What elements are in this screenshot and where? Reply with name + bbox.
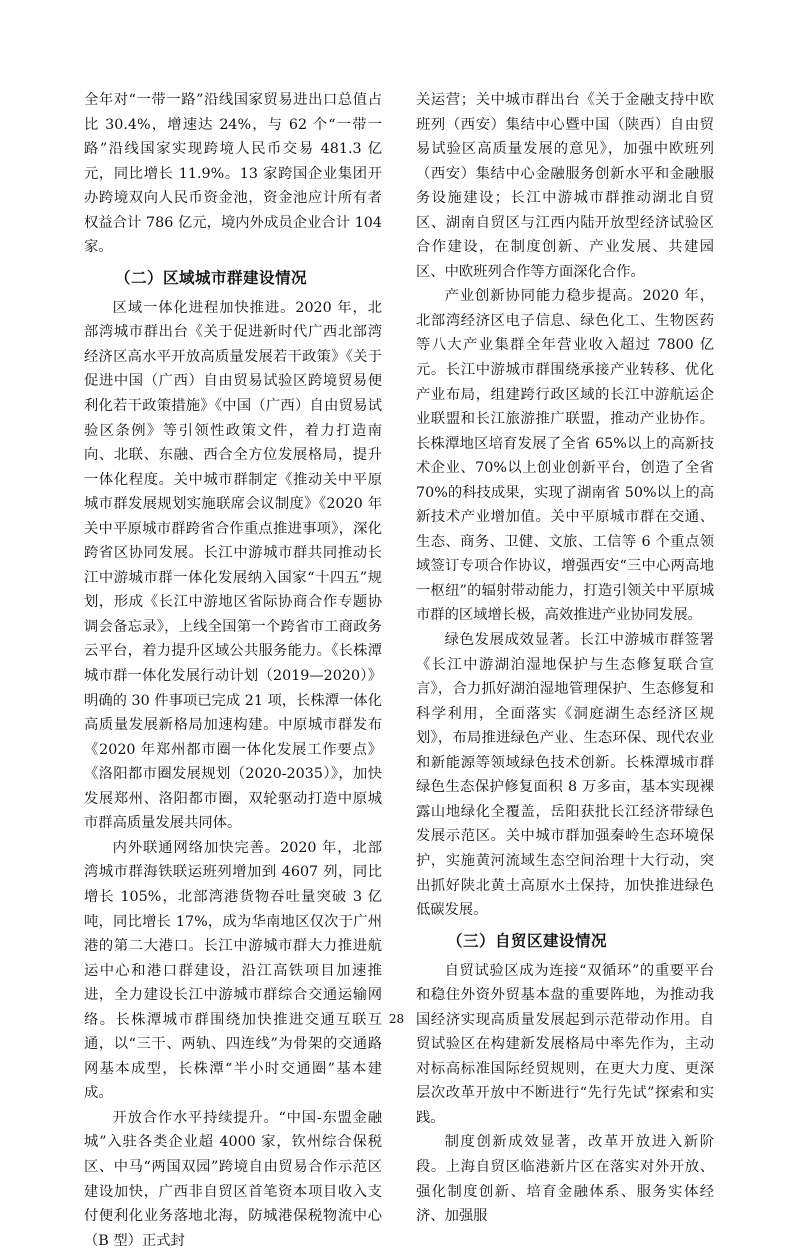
right-column xyxy=(416,88,714,1229)
paragraph-institutional-innovation: 制度创新成效显著，改革开放进入新阶段。上海自贸区临港新片区在落实对外开放、强化制度创新、培育金融体系、服务实体经济、加强服 xyxy=(416,1134,714,1225)
page-number: 28 xyxy=(388,1012,405,1026)
paragraph-ftz-overview: 自贸试验区成为连接“双循环”的重要平台和稳住外资外贸基本盘的重要阵地，为推动我国经济实现高质量发展起到示范带动作用。自贸试验区在构建新发展格局中率先作为，主动对标高标准国际经贸规则，在更大力度、更深层次改革开放中不断进行“先行先试”探索和实践。 xyxy=(416,962,714,1126)
paragraph-regional-integration: 区域一体化进程加快推进。2020 年，北部湾城市群出台《关于促进新时代广西北部湾经济区高水平开放高质量发展若干政策》《关于促进中国（广西）自由贸易试验区跨境贸易便利化若干政策措施》《中国（广西）自由贸易试验区条例》等引领性政策文件，着力打造南向、北联、东融、西合全方位发展格局，提升一体化程度。关中城市群制定《推动关中平原城市群发展规划实施联席会议制度》《2020 年关中平原城市群跨省合作重点推进事项》，深化跨省区协同发展。长江中游城市群共同推动长江中游城市群一体化发展纳入国家“十四五”规划，形成《长江中游地区省际协商合作专题协调会备忘录》，上线全国第一个跨省市工商政务云平台，着力提升区域公共服务能力。《长株潭城市群一体化发展行动计划（2019—2020）》明确的 30 件事项已完成 21 项，长株潭一体化高质量发展新格局加速构建。中原城市群发布《2020 年郑州都市圈一体化发展工作要点》《洛阳都市圈发展规划（2020-2035）》，加快发展郑州、洛阳都市圈，双轮驱动打造中原城市群高质量发展共同体。 xyxy=(84,299,382,832)
paragraph-belt-road-trade: 全年对“一带一路”沿线国家贸易进出口总值占比 30.4%，增速达 24%，与 62 个“一带一路”沿线国家实现跨境人民币交易 481.3 亿元，同比增长 11.9%。13 家跨国企业集团开办跨境双向人民币资金池，资金池应计所有者权益合计 786 亿元，境内外成员企业合计 104 家。 xyxy=(84,92,382,256)
left-column xyxy=(84,88,382,1253)
paragraph-industry-innovation: 产业创新协同能力稳步提高。2020 年，北部湾经济区电子信息、绿色化工、生物医药等八大产业集群全年营业收入超过 7800 亿元。长江中游城市群围绕承接产业转移、优化产业布局，组建跨行政区域的长江中游航运企业联盟和长江旅游推广联盟，推动产业协作。长株潭地区培育发展了全省 65%以上的高新技术企业、70%以上创业创新平台，创造了全省 70%的科技成果，实现了湖南省 50%以上的高新技术产业增加值。关中平原城市群在交通、生态、商务、卫健、文旅、工信等 6 个重点领域签订专项合作协议，增强西安“三中心两高地一枢纽”的辐射带动能力，打造引领关中平原城市群的区域增长极，高效推进产业协同发展。 xyxy=(416,288,714,624)
paragraph-connectivity-network: 内外联通网络加快完善。2020 年，北部湾城市群海铁联运班列增加到 4607 列，同比增长 105%，北部湾港货物吞吐量突破 3 亿吨，同比增长 17%，成为华南地区仅次于广州港的第二大港口。长江中游城市群大力推进航运中心和港口群建设，沿江高铁项目加速推进，全力建设长江中游城市群综合交通运输网络。长株潭城市群围绕加快推进交通互联互通，以“三干、两轨、四连线”为骨架的交通路网基本成型，长株潭“半小时交通圈”基本建成。 xyxy=(84,839,382,1102)
paragraph-green-development: 绿色发展成效显著。长江中游城市群签署《长江中游湖泊湿地保护与生态修复联合宣言》，合力抓好湖泊湿地管理保护、生态修复和科学利用，全面落实《洞庭湖生态经济区规划》，布局推进绿色产业、生态环保、现代农业和新能源等领域绿色技术创新。长株潭城市群绿色生态保护修复面积 8 万多亩，基本实现裸露山地绿化全覆盖，岳阳获批长江经济带绿色发展示范区。关中城市群加强秦岭生态环境保护，实施黄河流域生态空间治理十大行动，突出抓好陕北黄土高原水土保持，加快推进绿色低碳发展。 xyxy=(416,632,714,919)
section-heading-free-trade-zones: （三）自贸区建设情况 xyxy=(447,931,608,950)
paragraph-open-cooperation: 开放合作水平持续提升。“中国-东盟金融城”入驻各类企业超 4000 家，钦州综合保税区、中马“两国双园”跨境自由贸易合作示范区建设加快，广西非自贸区首笔资本项目收入支付便利化业务落地北海，防城港保税物流中心（B 型）正式封 xyxy=(84,1109,382,1249)
section-heading-regional-city-clusters: （二）区域城市群建设情况 xyxy=(115,268,308,287)
paragraph-open-cooperation-continued: 关运营；关中城市群出台《关于金融支持中欧班列（西安）集结中心暨中国（陕西）自由贸易试验区高质量发展的意见》，加强中欧班列（西安）集结中心金融服务创新水平和金融服务设施建设；长江中游城市群推动湖北自贸区、湖南自贸区与江西内陆开放型经济试验区合作建设，在制度创新、产业发展、共建园区、中欧班列合作等方面深化合作。 xyxy=(416,92,714,280)
